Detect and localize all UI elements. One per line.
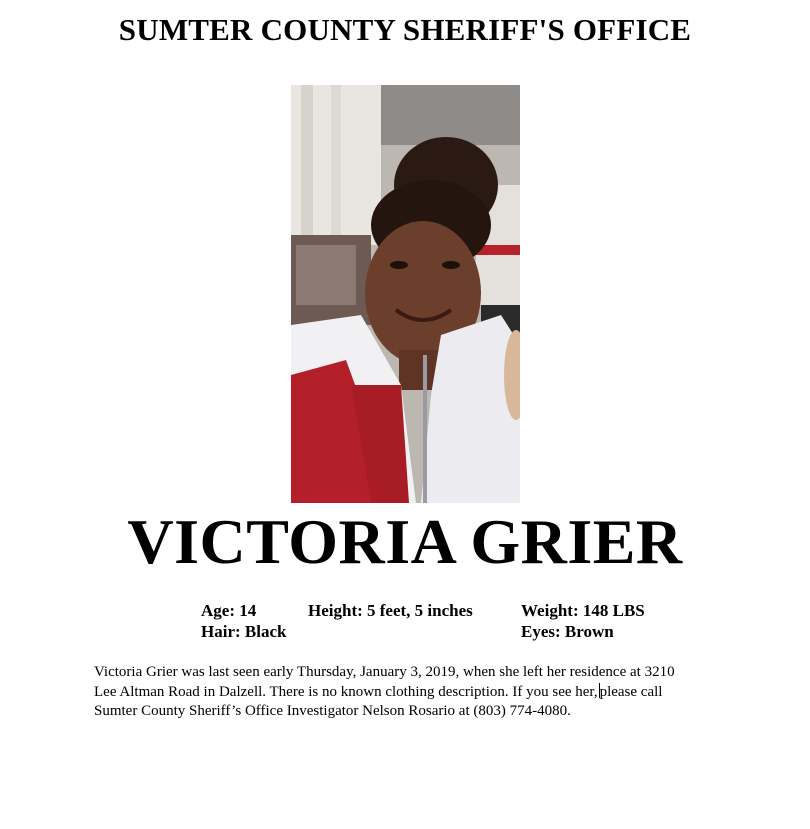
agency-header: SUMTER COUNTY SHERIFF'S OFFICE bbox=[118, 12, 692, 47]
eyes-stat: Eyes: Brown bbox=[521, 622, 614, 641]
description-line: Victoria Grier was last seen early Thursday, January 3, 2019, when she left her residence at 3210 bbox=[94, 664, 675, 680]
height-stat: Height: 5 feet, 5 inches bbox=[308, 601, 473, 620]
description-line: Sumter County Sheriff’s Office Investigator Nelson Rosario at (803) 774-4080. bbox=[94, 703, 571, 719]
description-line bbox=[94, 683, 734, 703]
person-name: VICTORIA GRIER bbox=[127, 506, 683, 577]
description-line-start: Lee Altman Road in Dalzell. There is no known clothing description. If you see her, bbox=[94, 683, 598, 700]
description-line-end: please call bbox=[599, 683, 663, 700]
person-photo bbox=[291, 85, 520, 503]
weight-stat: Weight: 148 LBS bbox=[521, 601, 645, 620]
hair-stat: Hair: Black bbox=[201, 622, 287, 641]
description-paragraph bbox=[94, 663, 734, 722]
person-photo-illustration bbox=[291, 85, 520, 503]
age-stat: Age: 14 bbox=[201, 601, 257, 620]
